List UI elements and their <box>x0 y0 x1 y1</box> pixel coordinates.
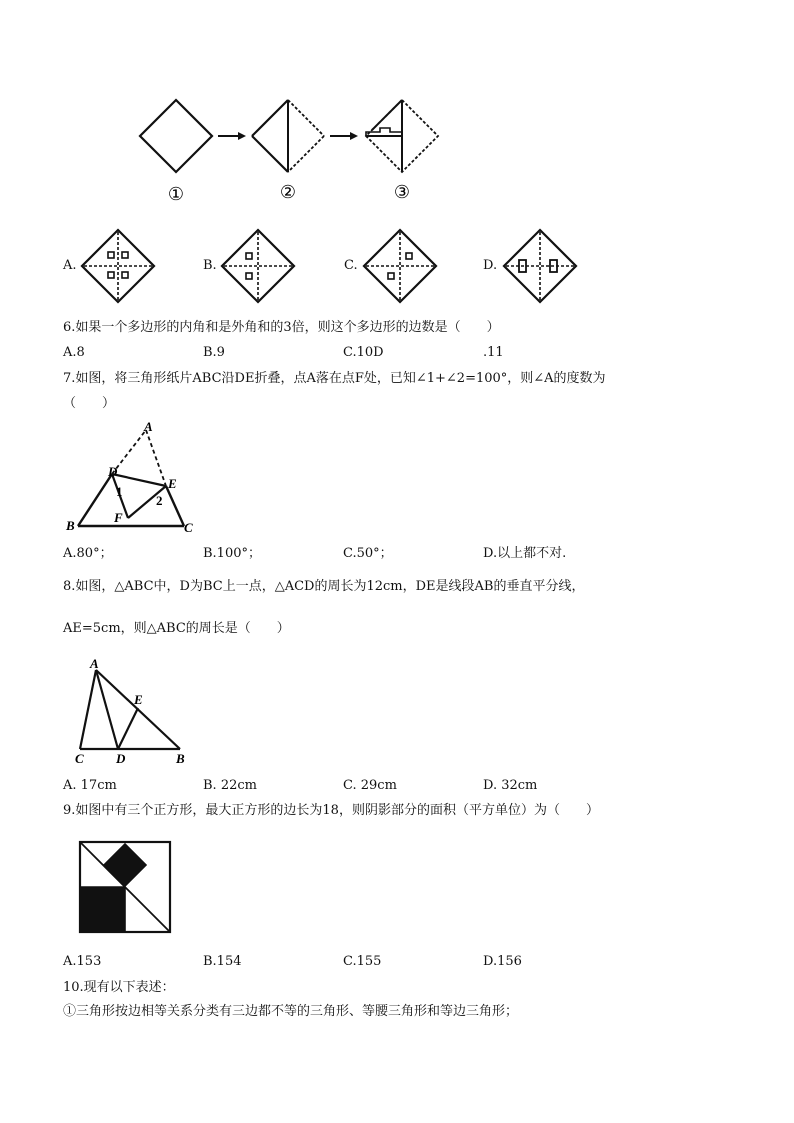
q7-stem-cont: （ ） <box>63 396 116 411</box>
q7-label-B: B <box>66 518 75 533</box>
q7-label-angle-2: 2 <box>156 493 163 508</box>
q7-label-C: C <box>184 520 193 535</box>
square-step-3 <box>366 100 438 172</box>
q6-option-d[interactable]: .11 <box>483 345 504 360</box>
q7-option-a[interactable]: A.80°； <box>63 546 113 561</box>
q8-stem-cont: AE=5cm，则△ABC的周长是（ ） <box>63 621 290 636</box>
q8-option-c[interactable]: C. 29cm <box>343 778 397 793</box>
q5-option-d-figure[interactable] <box>502 228 578 304</box>
q7-label-A: A <box>144 419 153 434</box>
q5-option-a-label: A. <box>63 258 77 273</box>
q7-label-F: F <box>114 510 123 525</box>
q5-option-a-figure[interactable] <box>80 228 156 304</box>
q5-option-b-label: B. <box>203 258 217 273</box>
q7-label-D: D <box>108 464 118 479</box>
q9-option-a[interactable]: A.153 <box>63 954 102 969</box>
q8-label-A: A <box>90 656 99 671</box>
q8-label-D: D <box>116 751 126 766</box>
q5-option-c-figure[interactable] <box>362 228 438 304</box>
q9-option-d[interactable]: D.156 <box>483 954 522 969</box>
q9-squares-figure <box>78 840 174 936</box>
q7-option-b[interactable]: B.100°； <box>203 546 261 561</box>
q6-option-a[interactable]: A.8 <box>63 345 85 360</box>
q9-option-b[interactable]: B.154 <box>203 954 242 969</box>
q8-label-B: B <box>176 751 185 766</box>
q10-stem: 10.现有以下表述： <box>63 980 175 995</box>
q7-label-E: E <box>168 476 177 491</box>
q7-option-d[interactable]: D.以上都不对. <box>483 546 567 561</box>
step-label-1: ① <box>167 184 185 204</box>
q9-option-c[interactable]: C.155 <box>343 954 382 969</box>
q5-option-b-figure[interactable] <box>220 228 296 304</box>
q7-option-c[interactable]: C.50°； <box>343 546 393 561</box>
q8-label-C: C <box>75 751 84 766</box>
q8-label-E: E <box>134 692 143 707</box>
fold-steps-figure <box>60 90 411 210</box>
square-step-2 <box>252 100 324 172</box>
q6-stem: 6.如果一个多边形的内角和是外角和的3倍，则这个多边形的边数是（ ） <box>63 320 500 335</box>
step-label-3: ③ <box>393 182 411 202</box>
q8-option-b[interactable]: B. 22cm <box>203 778 257 793</box>
q6-option-c[interactable]: C.10D <box>343 345 384 360</box>
q10-item-1: ①三角形按边相等关系分类有三边都不等的三角形、等腰三角形和等边三角形； <box>63 1004 519 1019</box>
q9-stem: 9.如图中有三个正方形，最大正方形的边长为18，则阴影部分的面积（平方单位）为（ ） <box>63 803 599 818</box>
q5-option-c-label: C. <box>344 258 358 273</box>
q8-option-a[interactable]: A. 17cm <box>63 778 117 793</box>
q7-label-angle-1: 1 <box>116 484 123 499</box>
q7-triangle-figure <box>66 418 206 538</box>
q8-triangle-figure <box>70 656 200 768</box>
square-step-1 <box>140 100 212 172</box>
q8-option-d[interactable]: D. 32cm <box>483 778 538 793</box>
step-label-2: ② <box>279 182 297 202</box>
q7-stem: 7.如图，将三角形纸片ABC沿DE折叠，点A落在点F处，已知∠1+∠2=100°，则∠A的度数为 <box>63 371 606 386</box>
q6-option-b[interactable]: B.9 <box>203 345 225 360</box>
q8-stem: 8.如图，△ABC中，D为BC上一点，△ACD的周长为12cm，DE是线段AB的垂直平分线， <box>63 579 585 594</box>
q5-option-d-label: D. <box>483 258 498 273</box>
